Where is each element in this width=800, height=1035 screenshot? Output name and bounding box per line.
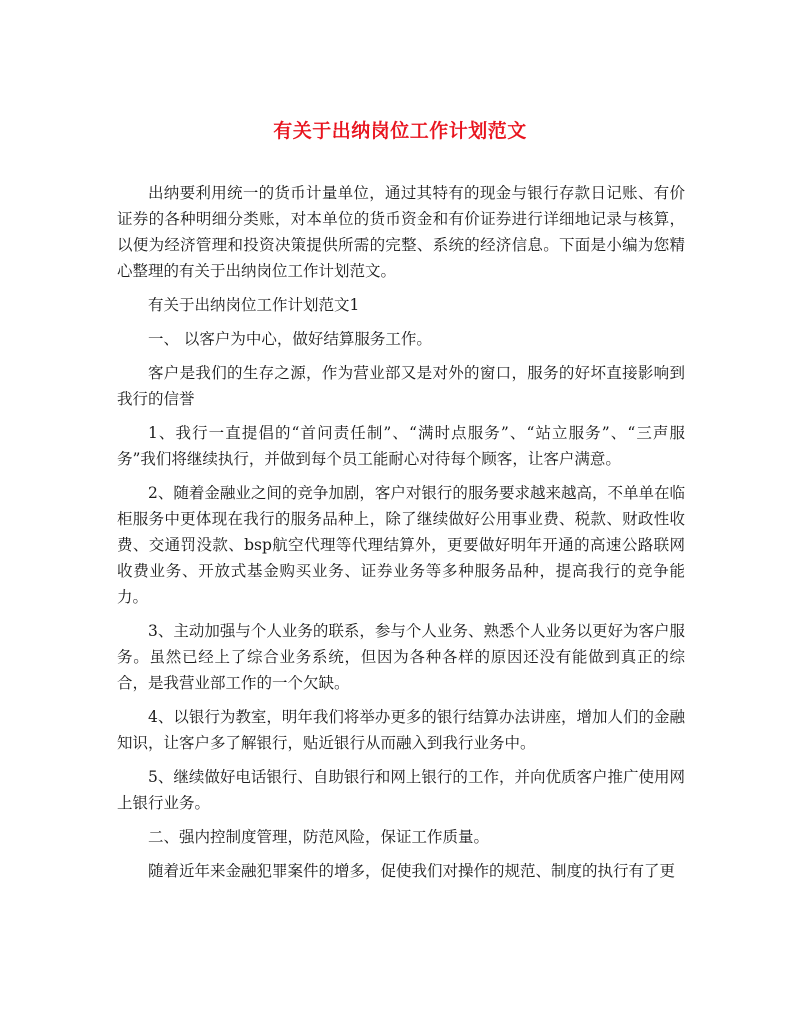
paragraph-item-5: 5、继续做好电话银行、自助银行和网上银行的工作，并向优质客户推广使用网上银行业务。 bbox=[117, 768, 685, 812]
paragraph-intro: 出纳要利用统一的货币计量单位，通过其特有的现金与银行存款日记账、有价证券的各种明细分类账，对本单位的货币资金和有价证券进行详细地记录与核算，以便为经济管理和投资决策提供所需的完整、系统的经济信息。下面是小编为您精心整理的有关于出纳岗位工作计划范文。 bbox=[117, 184, 685, 280]
paragraph-section-1-intro: 客户是我们的生存之源，作为营业部又是对外的窗口，服务的好坏直接影响到我行的信誉 bbox=[117, 364, 685, 408]
paragraph-item-3: 3、主动加强与个人业务的联系，参与个人业务、熟悉个人业务以更好为客户服务。虽然已经上了综合业务系统，但因为各种各样的原因还没有能做到真正的综合，是我营业部工作的一个欠缺。 bbox=[117, 622, 685, 692]
paragraph-item-1: 1、我行一直提倡的“首问责任制”、“满时点服务”、“站立服务”、“三声服务”我们将继续执行，并做到每个员工能耐心对待每个顾客，让客户满意。 bbox=[117, 424, 685, 468]
paragraph-section-1-heading: 一、 以客户为中心，做好结算服务工作。 bbox=[148, 330, 432, 348]
paragraph-item-2: 2、随着金融业之间的竞争加剧，客户对银行的服务要求越来越高，不单单在临柜服务中更体现在我行的服务品种上，除了继续做好公用事业费、税款、财政性收费、交通罚没款、bsp航空代理等代理结算外，更要做好明年开通的高速公路联网收费业务、开放式基金购买业务、证券业务等多种服务品种，提高我行的竞争能力。 bbox=[117, 484, 685, 606]
paragraph-section-2-text: 随着近年来金融犯罪案件的增多，促使我们对操作的规范、制度的执行有了更 bbox=[148, 862, 676, 880]
paragraph-section-2-heading: 二、强内控制度管理，防范风险，保证工作质量。 bbox=[148, 828, 490, 846]
paragraph-item-4: 4、以银行为教室，明年我们将举办更多的银行结算办法讲座，增加人们的金融知识，让客户多了解银行，贴近银行从而融入到我行业务中。 bbox=[117, 708, 685, 752]
document-body bbox=[117, 180, 685, 892]
paragraph-subtitle: 有关于出纳岗位工作计划范文1 bbox=[148, 296, 360, 314]
document-title: 有关于出纳岗位工作计划范文 bbox=[273, 120, 527, 142]
